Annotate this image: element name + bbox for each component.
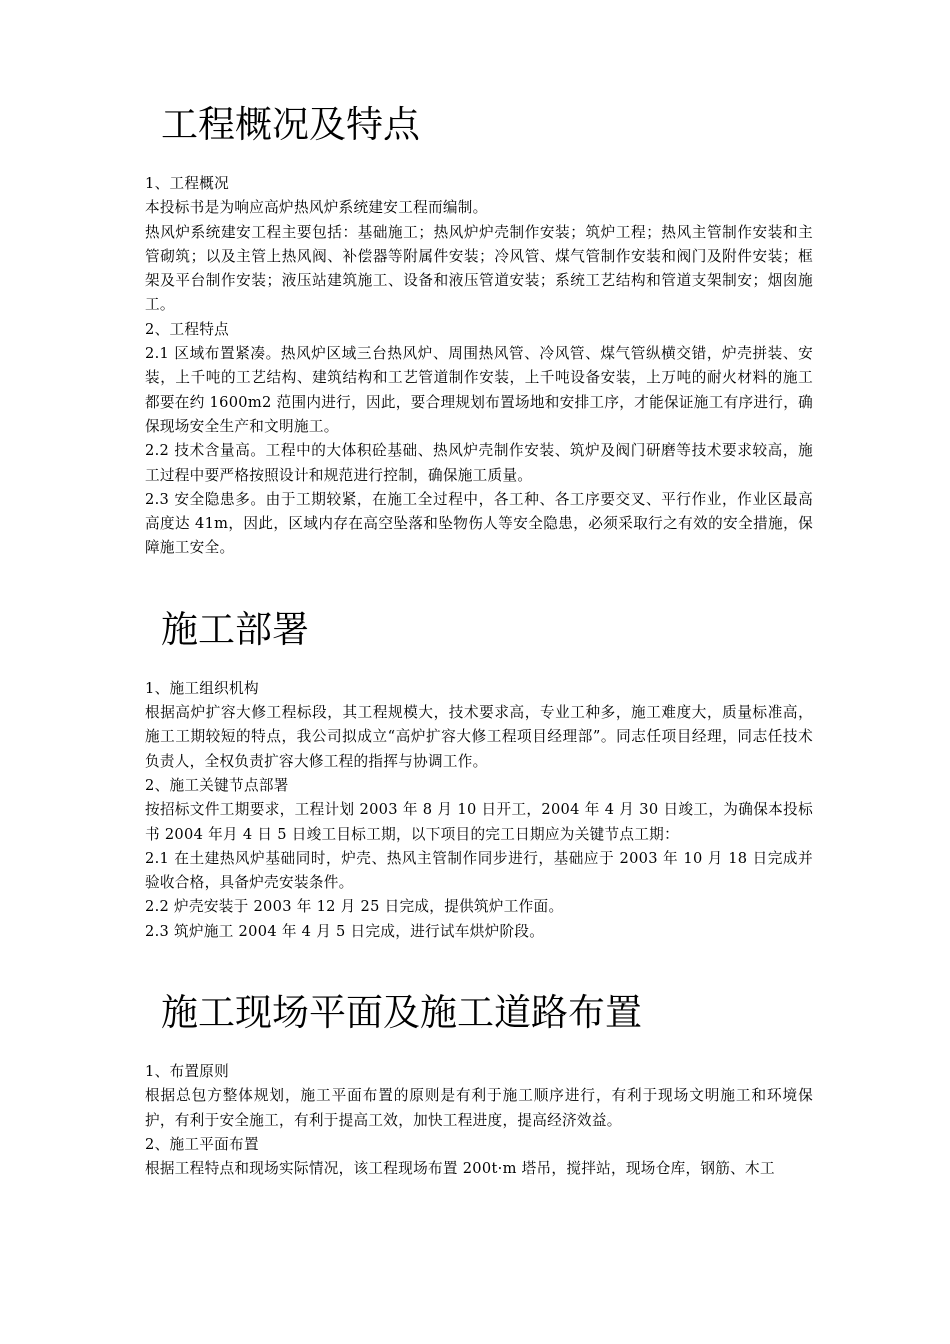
paragraph: 1、布置原则 — [145, 1063, 230, 1081]
section-body-deployment — [145, 677, 813, 944]
paragraph: 1、工程概况 — [145, 175, 230, 192]
paragraph: 2.3 安全隐患多。由于工期较紧，在施工全过程中，各工种、各工序要交叉、平行作业，作业区最高高度达 41m，因此，区域内存在高空坠落和坠物伤人等安全隐患，必须采取行之有效的安全措施，保障施工安全。 — [145, 490, 813, 557]
section-title-deployment: 施工部署 — [161, 607, 309, 651]
section-body-site-layout — [145, 1060, 813, 1181]
paragraph: 2.2 技术含量高。工程中的大体积砼基础、热风炉壳制作安装、筑炉及阀门研磨等技术要求较高，施工过程中要严格按照设计和规范进行控制，确保施工质量。 — [145, 442, 813, 484]
paragraph: 本投标书是为响应高炉热风炉系统建安工程而编制。 — [145, 199, 488, 217]
section-title-overview: 工程概况及特点 — [161, 103, 420, 146]
paragraph: 1、施工组织机构 — [145, 679, 259, 697]
paragraph: 根据工程特点和现场实际情况，该工程现场布置 200t·m 塔吊，搅拌站，现场仓库，钢筋、木工 — [145, 1160, 775, 1178]
paragraph: 根据总包方整体规划，施工平面布置的原则是有利于施工顺序进行，有利于现场文明施工和环境保护，有利于安全施工，有利于提高工效，加快工程进度，提高经济效益。 — [145, 1087, 813, 1129]
document-page — [145, 100, 813, 1182]
paragraph: 根据高炉扩容大修工程标段，其工程规模大，技术要求高，专业工种多，施工难度大，质量标准高，施工工期较短的特点，我公司拟成立“高炉扩容大修工程项目经理部”。同志任项目经理，同志任技术负责人，全权负责扩容大修工程的指挥与协调工作。 — [145, 704, 813, 770]
paragraph: 2.3 筑炉施工 2004 年 4 月 5 日完成，进行试车烘炉阶段。 — [145, 922, 545, 940]
paragraph: 热风炉系统建安工程主要包括：基础施工；热风炉炉壳制作安装；筑炉工程；热风主管制作安装和主管砌筑；以及主管上热风阀、补偿器等附属件安装；冷风管、煤气管制作安装和阀门及附件安装；框架及平台制作安装；液压站建筑施工、设备和液压管道安装；系统工艺结构和管道支架制安；烟囱施工。 — [145, 223, 813, 314]
section-body-overview — [145, 172, 813, 561]
paragraph: 2、施工平面布置 — [145, 1135, 259, 1153]
paragraph: 2.2 炉壳安装于 2003 年 12 月 25 日完成，提供筑炉工作面。 — [145, 898, 564, 916]
paragraph: 2、工程特点 — [145, 320, 230, 338]
section-title-site-layout: 施工现场平面及施工道路布置 — [161, 991, 642, 1035]
paragraph: 2.1 区域布置紧凑。热风炉区域三台热风炉、周围热风管、冷风管、煤气管纵横交错，炉壳拼装、安装，上千吨的工艺结构、建筑结构和工艺管道制作安装，上千吨设备安装，上万吨的耐火材料的施工都要在约 1600m2 范围内进行，因此，要合理规划布置场地和安排工序，才能保证施工有序进行，确保现场安全生产和文明施工。 — [145, 345, 813, 435]
paragraph: 2.1 在土建热风炉基础同时，炉壳、热风主管制作同步进行，基础应于 2003 年 10 月 18 日完成并验收合格，具备炉壳安装条件。 — [145, 849, 813, 892]
paragraph: 2、施工关键节点部署 — [145, 776, 289, 794]
paragraph: 按招标文件工期要求，工程计划 2003 年 8 月 10 日开工，2004 年 4 月 30 日竣工，为确保本投标书 2004 年月 4 日 5 日竣工目标工期，以下项目的完工日期应为关键节点工期： — [145, 801, 813, 843]
